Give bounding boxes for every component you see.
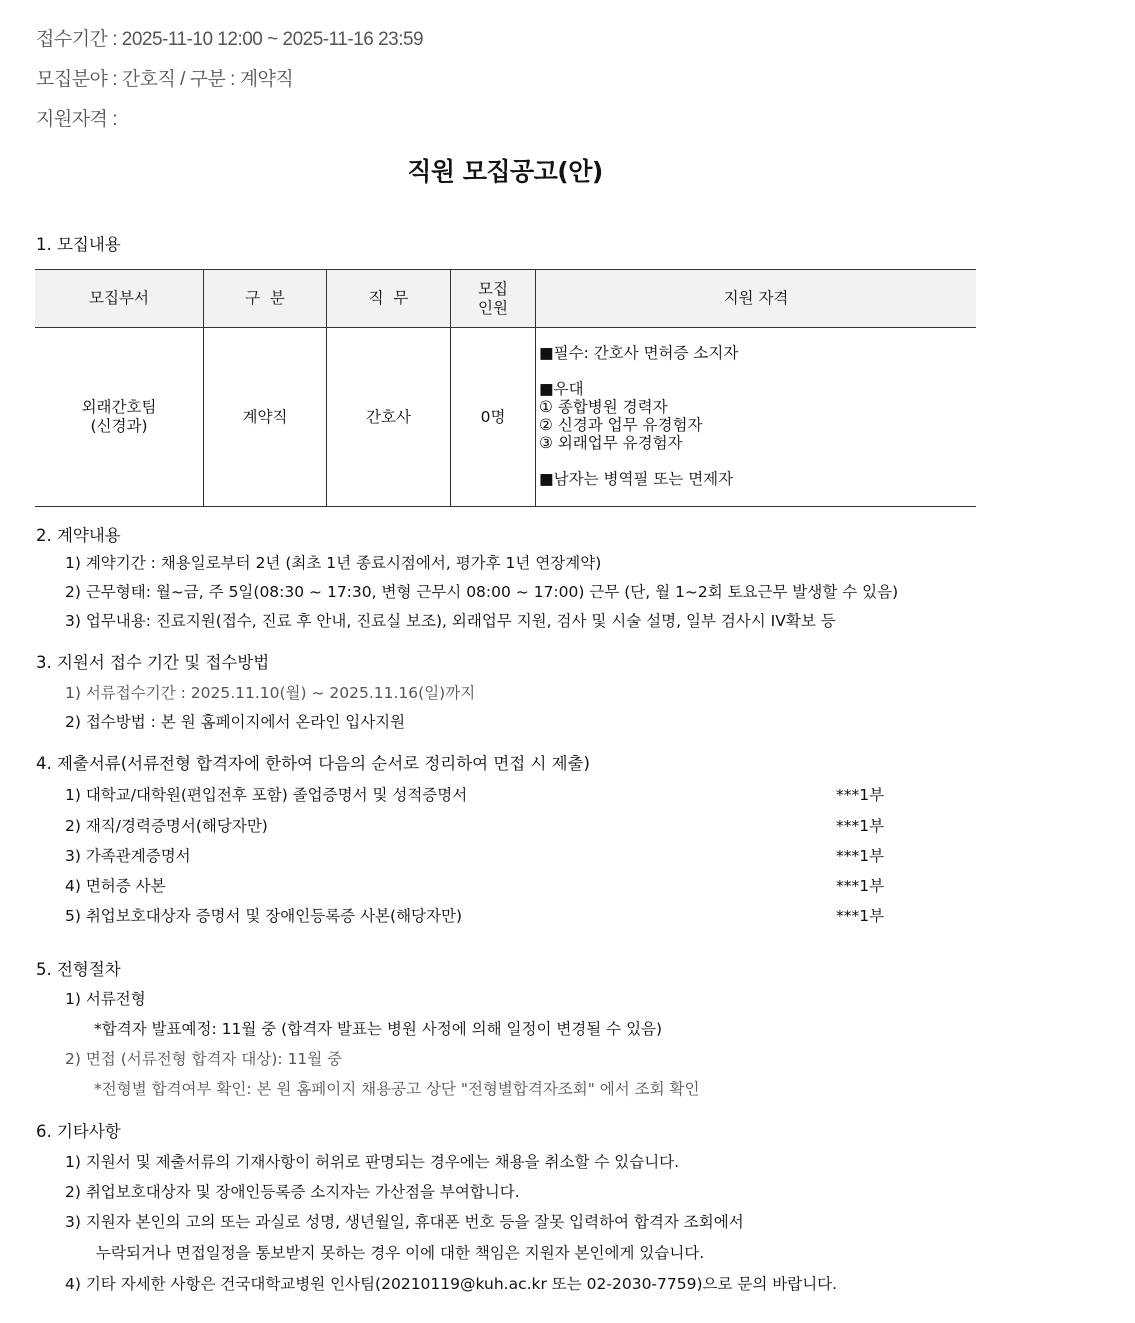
qual-spacer — [539, 452, 976, 470]
application-period-line: 1) 서류접수기간 : 2025.11.10(월) ~ 2025.11.16(일)까지 — [65, 684, 476, 702]
recruitment-table — [35, 269, 976, 507]
qualification-label: 지원자격 : — [36, 109, 117, 130]
section-heading-others: 6. 기타사항 — [36, 1122, 121, 1141]
application-method: 2) 접수방법 : 본 원 홈페이지에서 온라인 입사지원 — [65, 713, 406, 731]
cell-count: 0명 — [451, 328, 536, 507]
cell-dept — [35, 328, 204, 507]
section-heading-contract: 2. 계약내용 — [36, 526, 121, 545]
section-heading-application: 3. 지원서 접수 기간 및 접수방법 — [36, 653, 270, 672]
procedure-step1-note: *합격자 발표예정: 11월 중 (합격자 발표는 병원 사정에 의해 일정이 변경될 수 있음) — [94, 1020, 663, 1038]
cell-job: 간호사 — [327, 328, 451, 507]
document-copies: ***1부 — [836, 817, 885, 835]
cell-dept-line2: (신경과) — [90, 417, 148, 435]
other-item: 2) 취업보호대상자 및 장애인등록증 소지자는 가산점을 부여합니다. — [65, 1183, 520, 1201]
qual-required: ■필수: 간호사 면허증 소지자 — [539, 344, 739, 362]
cell-type: 계약직 — [204, 328, 327, 507]
other-item: 1) 지원서 및 제출서류의 기재사항이 허위로 판명되는 경우에는 채용을 취소할 수 있습니다. — [65, 1153, 680, 1171]
contract-duties: 3) 업무내용: 진료지원(접수, 진료 후 안내, 진료실 보조), 외래업무 지원, 검사 및 시술 설명, 일부 검사시 IV확보 등 — [65, 612, 836, 630]
qual-preferred-1: ① 종합병원 경력자 — [539, 398, 668, 416]
cell-dept-line1: 외래간호팀 — [81, 398, 157, 416]
header-type: 구 분 — [204, 270, 327, 328]
document-copies: ***1부 — [836, 907, 885, 925]
procedure-step2-note: *전형별 합격여부 확인: 본 원 홈페이지 채용공고 상단 "전형별합격자조회" 에서 조회 확인 — [94, 1080, 700, 1098]
header-count-line2: 인원 — [478, 298, 508, 317]
document-copies: ***1부 — [836, 877, 885, 895]
section-heading-documents: 4. 제출서류(서류전형 합격자에 한하여 다음의 순서로 정리하여 면접 시 제출) — [36, 754, 590, 773]
cell-qualification — [536, 328, 977, 507]
procedure-step1: 1) 서류전형 — [65, 990, 146, 1008]
contract-work-type: 2) 근무형태: 월~금, 주 5일(08:30 ~ 17:30, 변형 근무시 08:00 ~ 17:00) 근무 (단, 월 1~2회 토요근무 발생할 수 있음) — [65, 583, 899, 601]
section-heading-recruitment: 1. 모집내용 — [36, 235, 121, 254]
procedure-step2: 2) 면접 (서류전형 합격자 대상): 11월 중 — [65, 1050, 343, 1068]
section-heading-procedure: 5. 전형절차 — [36, 960, 121, 979]
document-copies: ***1부 — [836, 786, 885, 804]
header-job: 직 무 — [327, 270, 451, 328]
qual-preferred: ■우대 — [539, 380, 584, 398]
header-dept: 모집부서 — [35, 270, 204, 328]
other-item: 3) 지원자 본인의 고의 또는 과실로 성명, 생년월일, 휴대폰 번호 등을 잘못 입력하여 합격자 조회에서 — [65, 1213, 744, 1231]
header-count — [451, 270, 536, 328]
document-item: 3) 가족관계증명서 — [65, 847, 191, 865]
qual-preferred-3: ③ 외래업무 유경험자 — [539, 434, 683, 452]
document-item: 4) 면허증 사본 — [65, 877, 166, 895]
document-copies: ***1부 — [836, 847, 885, 865]
header-qualification: 지원 자격 — [536, 270, 977, 328]
document-item: 5) 취업보호대상자 증명서 및 장애인등록증 사본(해당자만) — [65, 907, 463, 925]
page-title: 직원 모집공고(안) — [407, 157, 603, 186]
qual-spacer — [539, 362, 976, 380]
qual-military: ■남자는 병역필 또는 면제자 — [539, 470, 734, 488]
qual-preferred-2: ② 신경과 업무 유경험자 — [539, 416, 703, 434]
header-count-line1: 모집 — [478, 279, 508, 298]
contract-period: 1) 계약기간 : 채용일로부터 2년 (최초 1년 종료시점에서, 평가후 1년 연장계약) — [65, 554, 602, 572]
other-item: 4) 기타 자세한 사항은 건국대학교병원 인사팀(20210119@kuh.ac.kr 또는 02-2030-7759)으로 문의 바랍니다. — [65, 1275, 838, 1293]
table-row — [35, 328, 976, 507]
document-item: 2) 재직/경력증명서(해당자만) — [65, 817, 268, 835]
recruitment-field: 모집분야 : 간호직 / 구분 : 계약직 — [36, 69, 294, 90]
application-period: 접수기간 : 2025-11-10 12:00 ~ 2025-11-16 23:59 — [36, 29, 424, 50]
other-item-continued: 누락되거나 면접일정을 통보받지 못하는 경우 이에 대한 책임은 지원자 본인에게 있습니다. — [96, 1244, 705, 1262]
document-item: 1) 대학교/대학원(편입전후 포함) 졸업증명서 및 성적증명서 — [65, 786, 468, 804]
